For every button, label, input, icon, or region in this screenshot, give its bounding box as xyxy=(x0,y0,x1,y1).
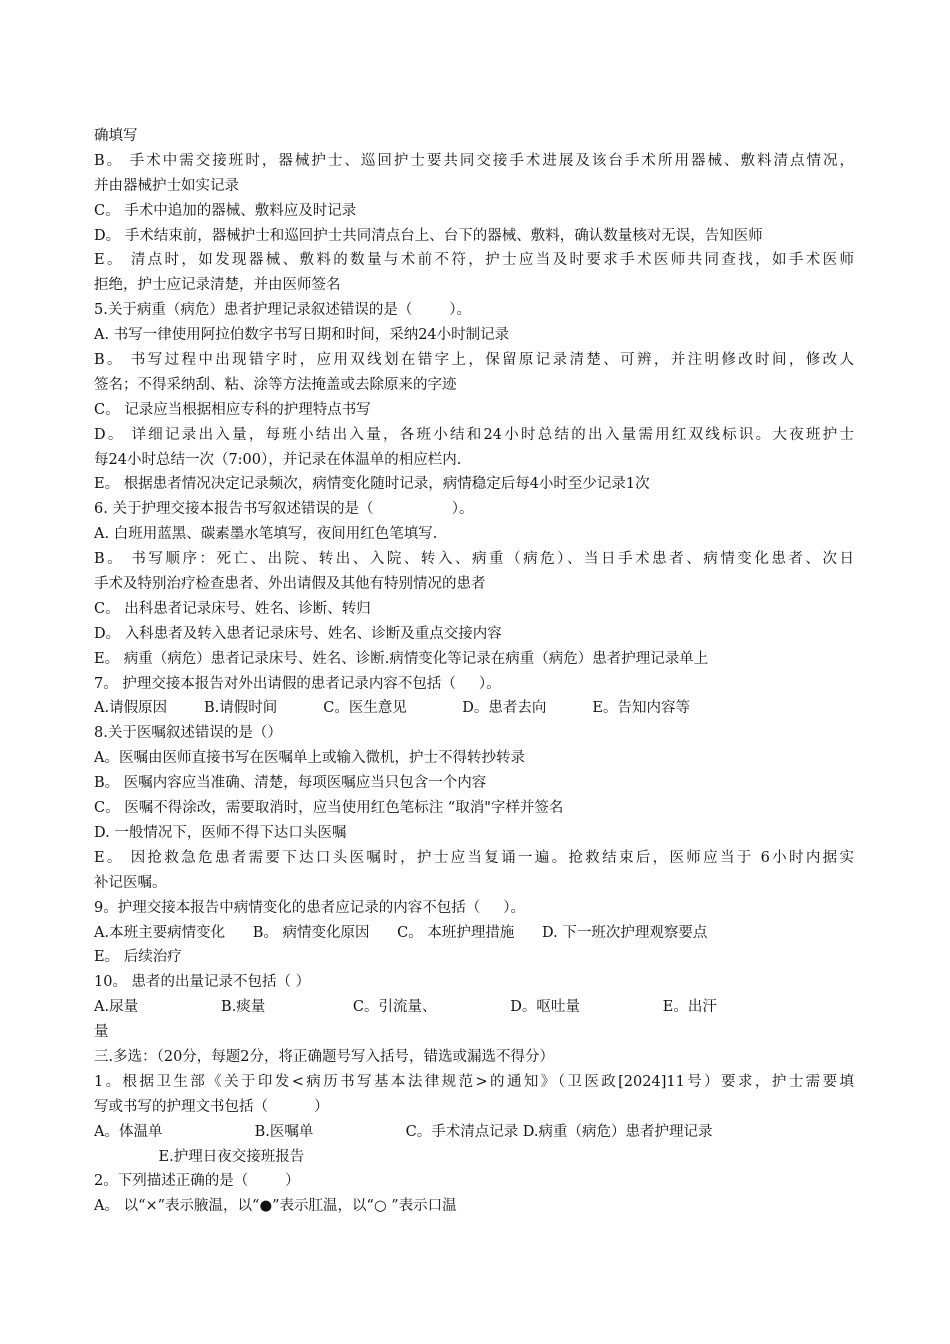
document-body xyxy=(94,124,854,1219)
text-line: D。 详细记录出入量，每班小结出入量，各班小结和24小时总结的出入量需用红双线标识。大夜班护士 xyxy=(94,426,854,443)
question-title: 7。 护理交接本报告对外出请假的患者记录内容不包括（ ）。 xyxy=(94,675,501,692)
text-line: 写或书写的护理文书包括（ ） xyxy=(94,1098,329,1115)
section-heading: 三.多选：（20分，每题2分，将正确题号写入括号，错选或漏选不得分） xyxy=(94,1048,555,1065)
question-title: 1。根据卫生部《关于印发<病历书写基本法律规范>的通知》（卫医政[2024]11号）要求，护士需要填 xyxy=(94,1073,854,1090)
text-line: A. 书写一律使用阿拉伯数字书写日期和时间，采纳24小时制记录 xyxy=(94,327,510,344)
question-title: 8.关于医嘱叙述错误的是（） xyxy=(94,725,282,742)
text-line: A。 以“×”表示腋温，以“●”表示肛温，以“○ ”表示口温 xyxy=(94,1198,457,1215)
text-line: 每24小时总结一次（7:00），并记录在体温单的相应栏内. xyxy=(94,451,462,468)
text-line: 拒绝，护士应记录清楚，并由医师签名 xyxy=(94,277,341,294)
text-line: D。 手术结束前，器械护士和巡回护士共同清点台上、台下的器械、敷料，确认数量核对无误，告知医师 xyxy=(94,227,763,244)
question-title: 5.关于病重（病危）患者护理记录叙述错误的是（ ）。 xyxy=(94,302,471,319)
options-line: A。体温单 B.医嘱单 C。手术清点记录 D.病重（病危）患者护理记录 xyxy=(94,1123,713,1140)
text-line: 量 xyxy=(94,1024,109,1041)
question-title: 10。 患者的出量记录不包括（ ） xyxy=(94,974,311,991)
text-line: 确填写 xyxy=(94,128,138,144)
text-line: C。 记录应当根据相应专科的护理特点书写 xyxy=(94,401,371,418)
text-line: B。 手术中需交接班时，器械护士、巡回护士要共同交接手术进展及该台手术所用器械、敷料清点情况， xyxy=(94,152,854,169)
text-line: 手术及特别治疗检查患者、外出请假及其他有特别情况的患者 xyxy=(94,576,486,593)
text-line: D. 一般情况下，医师不得下达口头医嘱 xyxy=(94,824,347,841)
text-line: E。 后续治疗 xyxy=(94,949,182,966)
text-line: B。 书写顺序：死亡、出院、转出、入院、转入、病重（病危）、当日手术患者、病情变化患者、次日 xyxy=(94,551,854,568)
question-title: 2。下列描述正确的是（ ） xyxy=(94,1173,300,1190)
text-line: E。 根据患者情况决定记录频次，病情变化随时记录，病情稳定后每4小时至少记录1次 xyxy=(94,476,650,493)
text-line: B。 医嘱内容应当准确、清楚，每项医嘱应当只包含一个内容 xyxy=(94,775,487,792)
text-line: 签名；不得采纳刮、粘、涂等方法掩盖或去除原来的字迹 xyxy=(94,376,457,393)
text-line: E。 因抢救急危患者需要下达口头医嘱时，护士应当复诵一遍。抢救结束后，医师应当于 6小时内据实 xyxy=(94,849,854,866)
text-line: C。 手术中追加的器械、敷料应及时记录 xyxy=(94,202,357,219)
text-line: A. 白班用蓝黑、碳素墨水笔填写，夜间用红色笔填写. xyxy=(94,526,438,543)
question-title: 6. 关于护理交接本报告书写叙述错误的是（ ）。 xyxy=(94,501,474,518)
text-line: 并由器械护士如实记录 xyxy=(94,177,239,194)
question-title: 9。护理交接本报告中病情变化的患者应记录的内容不包括（ ）。 xyxy=(94,899,526,916)
options-line: A.请假原因 B.请假时间 C。医生意见 D。患者去向 E。告知内容等 xyxy=(94,700,691,717)
text-line: C。 医嘱不得涂改，需要取消时，应当使用红色笔标注 “取消"字样并签名 xyxy=(94,800,564,817)
options-line: E.护理日夜交接班报告 xyxy=(94,1148,305,1165)
text-line: D。 入科患者及转入患者记录床号、姓名、诊断及重点交接内容 xyxy=(94,625,502,642)
text-line: C。 出科患者记录床号、姓名、诊断、转归 xyxy=(94,600,371,617)
text-line: A。医嘱由医师直接书写在医嘱单上或输入微机，护士不得转抄转录 xyxy=(94,750,525,767)
text-line: E。 病重（病危）患者记录床号、姓名、诊断.病情变化等记录在病重（病危）患者护理记录单上 xyxy=(94,650,709,667)
options-line: A.本班主要病情变化 B。 病情变化原因 C。 本班护理措施 D. 下一班次护理观察要点 xyxy=(94,924,708,941)
options-line: A.尿量 B.痰量 C。引流量、 D。呕吐量 E。出汗 xyxy=(94,999,717,1016)
text-line: B。 书写过程中出现错字时，应用双线划在错字上，保留原记录清楚、可辨，并注明修改时间，修改人 xyxy=(94,352,854,369)
text-line: E。 清点时，如发现器械、敷料的数量与术前不符，护士应当及时要求手术医师共同查找，如手术医师 xyxy=(94,252,854,269)
text-line: 补记医嘱。 xyxy=(94,874,167,891)
